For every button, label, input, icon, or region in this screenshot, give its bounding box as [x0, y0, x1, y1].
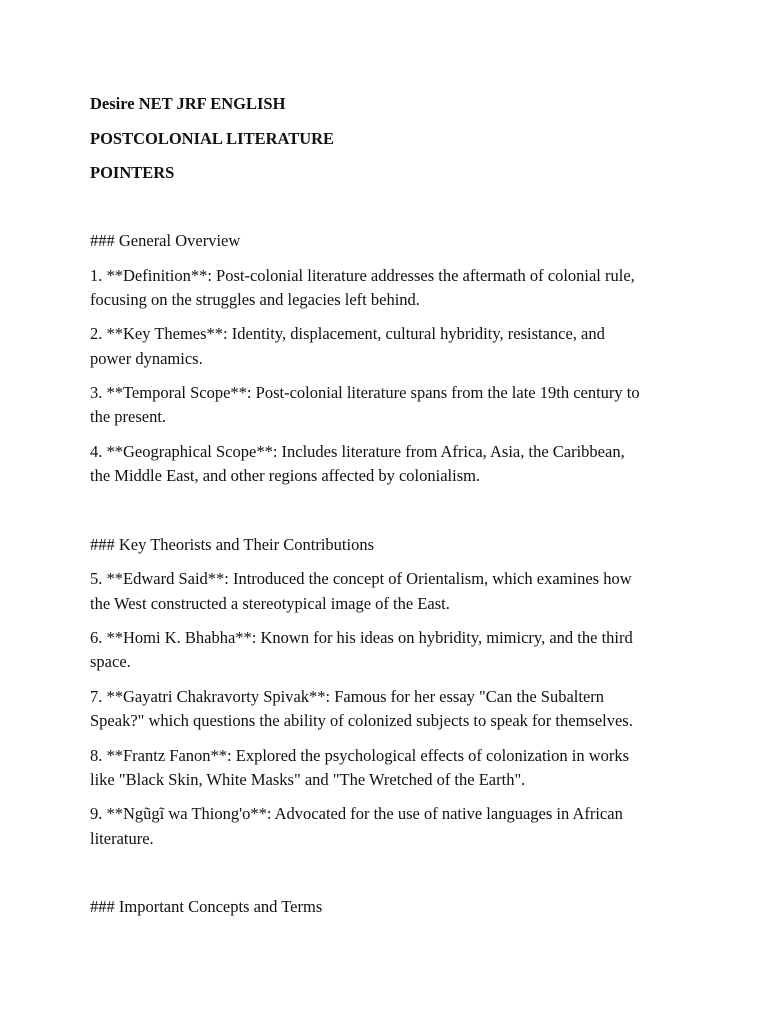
document-title: Desire NET JRF ENGLISH [90, 94, 286, 113]
list-item-2-line-2: power dynamics. [90, 349, 203, 368]
list-item-7-line-2: Speak?" which questions the ability of colonized subjects to speak for themselves. [90, 711, 633, 730]
list-item-5-line-1: 5. **Edward Said**: Introduced the concept of Orientalism, which examines how [90, 569, 632, 588]
list-item-4-line-2: the Middle East, and other regions affected by colonialism. [90, 466, 481, 485]
list-item-3-line-2: the present. [90, 407, 167, 426]
list-item-1-line-2: focusing on the struggles and legacies left behind. [90, 290, 420, 309]
list-item-6-line-2: space. [90, 652, 131, 671]
section-heading-key-theorists: ### Key Theorists and Their Contributions [90, 535, 374, 554]
list-item-1-line-1: 1. **Definition**: Post-colonial literature addresses the aftermath of colonial rule, [90, 266, 635, 285]
section-heading-important-concepts: ### Important Concepts and Terms [90, 897, 323, 916]
section-heading-general-overview: ### General Overview [90, 231, 241, 250]
document-subject: POSTCOLONIAL LITERATURE [90, 129, 335, 148]
list-item-3-line-1: 3. **Temporal Scope**: Post-colonial literature spans from the late 19th century to [90, 383, 640, 402]
list-item-9-line-2: literature. [90, 829, 154, 848]
list-item-8-line-2: like "Black Skin, White Masks" and "The Wretched of the Earth". [90, 770, 526, 789]
list-item-9-line-1: 9. **Ngũgĩ wa Thiong'o**: Advocated for the use of native languages in African [90, 804, 623, 823]
list-item-5-line-2: the West constructed a stereotypical image of the East. [90, 594, 450, 613]
list-item-7-line-1: 7. **Gayatri Chakravorty Spivak**: Famous for her essay "Can the Subaltern [90, 687, 605, 706]
list-item-8-line-1: 8. **Frantz Fanon**: Explored the psychological effects of colonization in works [90, 746, 630, 765]
document-subtitle: POINTERS [90, 163, 175, 182]
list-item-4-line-1: 4. **Geographical Scope**: Includes literature from Africa, Asia, the Caribbean, [90, 442, 625, 461]
list-item-2-line-1: 2. **Key Themes**: Identity, displacement, cultural hybridity, resistance, and [90, 324, 605, 343]
list-item-6-line-1: 6. **Homi K. Bhabha**: Known for his ideas on hybridity, mimicry, and the third [90, 628, 633, 647]
